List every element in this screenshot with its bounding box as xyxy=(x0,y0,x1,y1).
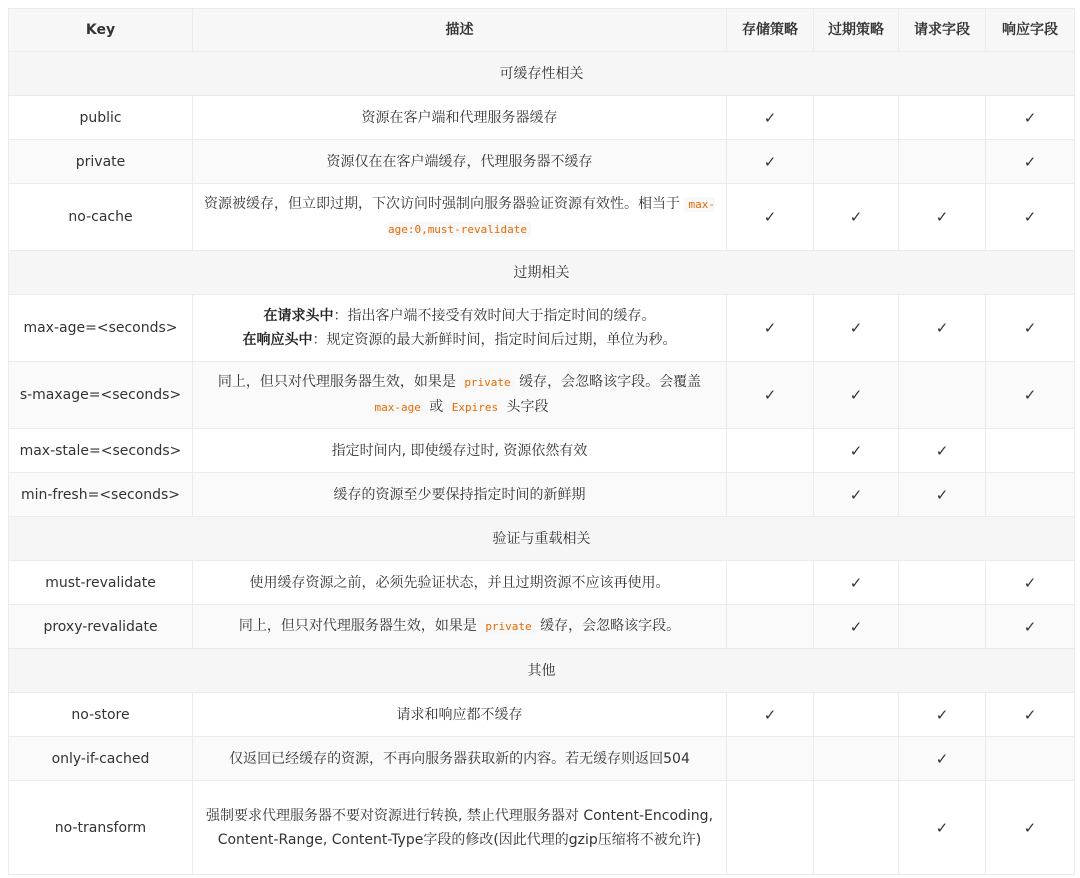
directive-key: no-transform xyxy=(9,781,193,875)
table-row xyxy=(9,605,1075,649)
col-header-desc: 描述 xyxy=(193,9,727,52)
header-row xyxy=(9,9,1075,52)
desc-text: 同上，但只对代理服务器生效，如果是 xyxy=(217,374,461,390)
desc-text: 指定时间内, 即使缓存过时, 资源依然有效 xyxy=(331,442,588,459)
directive-key: only-if-cached xyxy=(9,737,193,781)
expire-empty-cell xyxy=(814,737,899,781)
section-row xyxy=(9,649,1075,693)
storage-check-icon: ✓ xyxy=(727,295,814,362)
table-row xyxy=(9,737,1075,781)
table-body xyxy=(9,52,1075,875)
storage-check-icon: ✓ xyxy=(727,140,814,184)
section-row xyxy=(9,517,1075,561)
inline-code: Expires xyxy=(448,400,502,415)
bold-text: 在请求头中 xyxy=(263,308,334,324)
expire-empty-cell xyxy=(814,140,899,184)
response-check-icon: ✓ xyxy=(986,781,1075,875)
request-check-icon: ✓ xyxy=(899,473,986,517)
response-check-icon: ✓ xyxy=(986,96,1075,140)
response-check-icon: ✓ xyxy=(986,140,1075,184)
expire-empty-cell xyxy=(814,96,899,140)
storage-empty-cell xyxy=(727,561,814,605)
desc-text: 或 xyxy=(424,399,448,415)
table-row xyxy=(9,184,1075,251)
directive-description xyxy=(193,781,727,875)
desc-text: 资源在客户端和代理服务器缓存 xyxy=(361,109,558,126)
directive-key: no-store xyxy=(9,693,193,737)
table-row xyxy=(9,781,1075,875)
expire-check-icon: ✓ xyxy=(814,362,899,429)
storage-check-icon: ✓ xyxy=(727,362,814,429)
directive-key: proxy-revalidate xyxy=(9,605,193,649)
request-empty-cell xyxy=(899,362,986,429)
desc-text: 缓存，会忽略该字段。 xyxy=(535,618,681,634)
col-header-response: 响应字段 xyxy=(986,9,1075,52)
storage-check-icon: ✓ xyxy=(727,693,814,737)
table-row xyxy=(9,473,1075,517)
expire-check-icon: ✓ xyxy=(814,429,899,473)
desc-text: 资源仅在在客户端缓存，代理服务器不缓存 xyxy=(326,153,593,170)
response-empty-cell xyxy=(986,473,1075,517)
table-row xyxy=(9,295,1075,362)
section-title: 验证与重载相关 xyxy=(9,517,1075,561)
desc-text: 同上，但只对代理服务器生效，如果是 xyxy=(238,618,482,634)
request-empty-cell xyxy=(899,605,986,649)
section-title: 其他 xyxy=(9,649,1075,693)
directive-key: s-maxage=<seconds> xyxy=(9,362,193,429)
response-check-icon: ✓ xyxy=(986,561,1075,605)
storage-empty-cell xyxy=(727,781,814,875)
directive-key: private xyxy=(9,140,193,184)
storage-empty-cell xyxy=(727,429,814,473)
section-title: 过期相关 xyxy=(9,251,1075,295)
directive-key: must-revalidate xyxy=(9,561,193,605)
response-check-icon: ✓ xyxy=(986,605,1075,649)
directive-description xyxy=(193,693,727,737)
directive-key: max-stale=<seconds> xyxy=(9,429,193,473)
col-header-key: Key xyxy=(9,9,193,52)
request-check-icon: ✓ xyxy=(899,295,986,362)
bold-text: 在响应头中 xyxy=(242,332,313,348)
storage-empty-cell xyxy=(727,737,814,781)
table-row xyxy=(9,561,1075,605)
request-empty-cell xyxy=(899,96,986,140)
directive-description xyxy=(193,429,727,473)
request-empty-cell xyxy=(899,561,986,605)
desc-text: 缓存的资源至少要保持指定时间的新鲜期 xyxy=(333,486,586,503)
cache-control-table xyxy=(8,8,1075,875)
table-row xyxy=(9,693,1075,737)
directive-key: max-age=<seconds> xyxy=(9,295,193,362)
request-check-icon: ✓ xyxy=(899,693,986,737)
section-title: 可缓存性相关 xyxy=(9,52,1075,96)
response-check-icon: ✓ xyxy=(986,693,1075,737)
desc-text: 缓存，会忽略该字段。会覆盖 xyxy=(514,374,702,390)
desc-text: 使用缓存资源之前，必须先验证状态，并且过期资源不应该再使用。 xyxy=(249,574,670,591)
storage-empty-cell xyxy=(727,473,814,517)
col-header-storage: 存储策略 xyxy=(727,9,814,52)
storage-empty-cell xyxy=(727,605,814,649)
request-check-icon: ✓ xyxy=(899,781,986,875)
expire-check-icon: ✓ xyxy=(814,295,899,362)
section-row xyxy=(9,52,1075,96)
expire-check-icon: ✓ xyxy=(814,184,899,251)
inline-code: max-age:0,must-revalidate xyxy=(387,198,715,236)
col-header-request: 请求字段 xyxy=(899,9,986,52)
storage-check-icon: ✓ xyxy=(727,184,814,251)
response-check-icon: ✓ xyxy=(986,295,1075,362)
table-row xyxy=(9,140,1075,184)
table-row xyxy=(9,96,1075,140)
inline-code: max-age xyxy=(370,400,424,415)
table-row xyxy=(9,362,1075,429)
request-check-icon: ✓ xyxy=(899,429,986,473)
directive-key: no-cache xyxy=(9,184,193,251)
response-empty-cell xyxy=(986,429,1075,473)
request-check-icon: ✓ xyxy=(899,737,986,781)
directive-description xyxy=(193,473,727,517)
directive-description xyxy=(193,295,727,362)
section-row xyxy=(9,251,1075,295)
inline-code: private xyxy=(481,619,535,634)
desc-text: 强制要求代理服务器不要对资源进行转换, 禁止代理服务器对 Content-Encoding, Content-Range, Content-Type字段的修改(因此代理的gzip压缩将不被允许) xyxy=(205,807,714,848)
expire-empty-cell xyxy=(814,781,899,875)
expire-check-icon: ✓ xyxy=(814,561,899,605)
desc-text: ：指出客户端不接受有效时间大于指定时间的缓存。 xyxy=(333,308,656,324)
directive-description xyxy=(193,561,727,605)
directive-description xyxy=(193,737,727,781)
desc-text: 头字段 xyxy=(502,399,549,415)
expire-check-icon: ✓ xyxy=(814,605,899,649)
storage-check-icon: ✓ xyxy=(727,96,814,140)
response-empty-cell xyxy=(986,737,1075,781)
desc-text: 资源被缓存，但立即过期，下次访问时强制向服务器验证资源有效性。相当于 xyxy=(204,196,685,212)
directive-key: public xyxy=(9,96,193,140)
inline-code: private xyxy=(460,375,514,390)
response-check-icon: ✓ xyxy=(986,184,1075,251)
expire-empty-cell xyxy=(814,693,899,737)
request-empty-cell xyxy=(899,140,986,184)
table-row xyxy=(9,429,1075,473)
directive-description xyxy=(193,362,727,429)
response-check-icon: ✓ xyxy=(986,362,1075,429)
col-header-expire: 过期策略 xyxy=(814,9,899,52)
desc-text: 请求和响应都不缓存 xyxy=(396,706,523,723)
directive-description xyxy=(193,184,727,251)
directive-description xyxy=(193,140,727,184)
desc-text: ：规定资源的最大新鲜时间，指定时间后过期，单位为秒。 xyxy=(312,332,677,348)
directive-description xyxy=(193,96,727,140)
desc-text: 仅返回已经缓存的资源，不再向服务器获取新的内容。若无缓存则返回504 xyxy=(229,750,690,767)
request-check-icon: ✓ xyxy=(899,184,986,251)
expire-check-icon: ✓ xyxy=(814,473,899,517)
directive-key: min-fresh=<seconds> xyxy=(9,473,193,517)
directive-description xyxy=(193,605,727,649)
